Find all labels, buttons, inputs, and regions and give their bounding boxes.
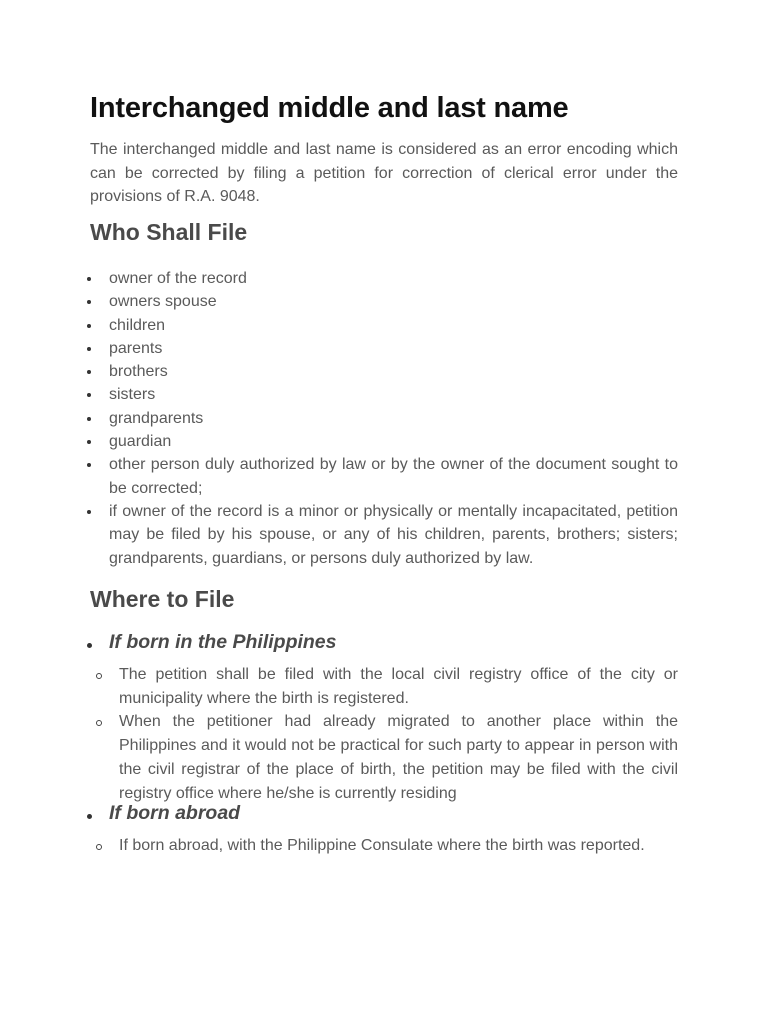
list-item: if owner of the record is a minor or physically or mentally incapacitated, petition may be filed by his spouse, or any of his children, parents, brothers; sisters; grandparents, guardians, or persons duly authorized by law. <box>90 500 678 570</box>
born-abroad-heading: If born abroad <box>90 802 678 825</box>
who-shall-file-heading: Who Shall File <box>90 219 248 245</box>
who-shall-file-list <box>90 267 678 570</box>
born-in-philippines-list <box>90 663 678 805</box>
born-abroad-list <box>90 834 678 858</box>
list-item: parents <box>90 337 678 360</box>
born-in-philippines-heading: If born in the Philippines <box>90 631 678 654</box>
list-item: sisters <box>90 383 678 406</box>
list-item: brothers <box>90 360 678 383</box>
list-item: other person duly authorized by law or by the owner of the document sought to be corrected; <box>90 453 678 500</box>
list-item: The petition shall be filed with the local civil registry office of the city or municipality where the birth is registered. <box>90 663 678 710</box>
list-item: owner of the record <box>90 267 678 290</box>
intro-paragraph: The interchanged middle and last name is considered as an error encoding which can be corrected by filing a petition for correction of clerical error under the provisions of R.A. 9048. <box>90 141 678 205</box>
list-item: children <box>90 314 678 337</box>
page-title: Interchanged middle and last name <box>90 92 569 124</box>
list-item: When the petitioner had already migrated to another place within the Philippines and it would not be practical for such party to appear in person with the civil registrar of the place of birth, the petition may be filed with the civil registry office where he/she is currently residing <box>90 710 678 805</box>
where-to-file-heading: Where to File <box>90 586 235 612</box>
list-item: grandparents <box>90 407 678 430</box>
list-item: If born abroad, with the Philippine Consulate where the birth was reported. <box>90 834 678 858</box>
list-item: owners spouse <box>90 290 678 313</box>
list-item: guardian <box>90 430 678 453</box>
